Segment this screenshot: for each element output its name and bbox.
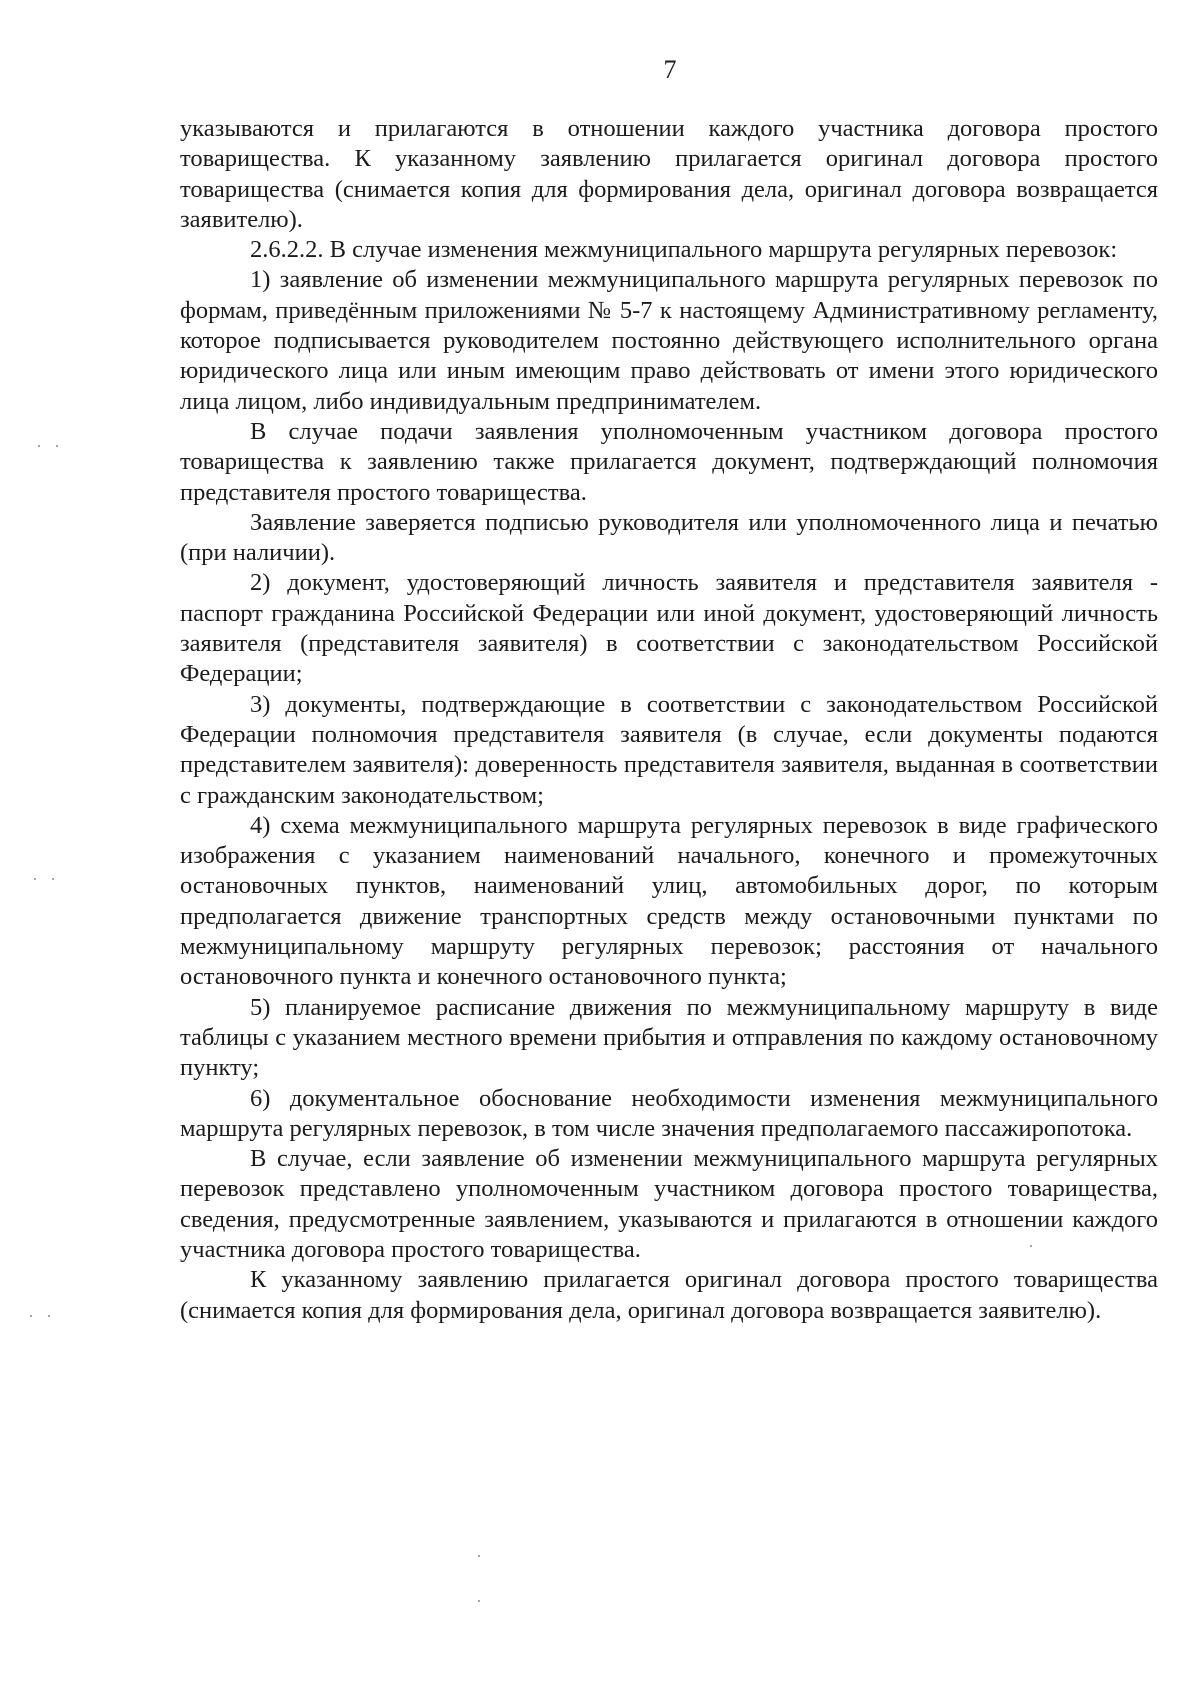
scan-speck: [478, 1555, 480, 1557]
scan-speck: [478, 1600, 480, 1602]
scan-speck: [30, 1315, 32, 1317]
paragraph-12: К указанному заявлению прилагается оригинал договора простого товарищества (снимается копия для формирования дела, оригинал договора возвращается заявителю).: [180, 1266, 1158, 1324]
paragraph-3: 1) заявление об изменении межмуниципального маршрута регулярных перевозок по формам, приведённым приложениями № 5-7 к настоящему Административному регламенту, которое подписывается руководителем постоянно действующего исполнительного органа юридического лица или иным имеющим право действовать от имени этого юридического лица лицом, либо индивидуальным предпринимателем.: [180, 266, 1158, 415]
paragraph-8: 4) схема межмуниципального маршрута регулярных перевозок в виде графического изображения с указанием наименований начального, конечного и промежуточных остановочных пунктов, наименований улиц, автомобильных дорог, по которым предполагается движение транспортных средств между остановочными пунктами по межмуниципальному маршруту регулярных перевозок; расстояния от начального остановочного пункта и конечного остановочного пункта;: [180, 811, 1158, 991]
paragraph-6: 2) документ, удостоверяющий личность заявителя и представителя заявителя - паспорт гражданина Российской Федерации или иной документ, удостоверяющий личность заявителя (представителя заявителя) в соответствии с законодательством Российской Федерации;: [180, 569, 1158, 688]
paragraph-2: 2.6.2.2. В случае изменения межмуниципального маршрута регулярных перевозок:: [250, 236, 1118, 264]
paragraph-11: В случае, если заявление об изменении межмуниципального маршрута регулярных перевозок представлено уполномоченным участником договора простого товарищества, сведения, предусмотренные заявлением, указываются и прилагаются в отношении каждого участника договора простого товарищества.: [180, 1145, 1158, 1263]
paragraph-4: В случае подачи заявления уполномоченным участником договора простого товарищества к заявлению также прилагается документ, подтверждающий полномочия представителя простого товарищества.: [180, 417, 1158, 506]
paragraph-10: 6) документальное обоснование необходимости изменения межмуниципального маршрута регулярных перевозок, в том числе значения предполагаемого пассажиропотока.: [180, 1084, 1158, 1142]
scan-speck: [38, 445, 40, 447]
scan-speck: [48, 1315, 50, 1317]
paragraph-9: 5) планируемое расписание движения по межмуниципальному маршруту в виде таблицы с указанием местного времени прибытия и отправления по каждому остановочному пункту;: [180, 993, 1158, 1082]
document-body: [180, 114, 1158, 1326]
paragraph-5: Заявление заверяется подписью руководителя или уполномоченного лица и печатью (при наличии).: [180, 508, 1158, 567]
paragraph-1: указываются и прилагаются в отношении каждого участника договора простого товарищества. К указанному заявлению прилагается оригинал договора простого товарищества (снимается копия для формирования дела, оригинал договора возвращается заявителю).: [180, 115, 1158, 233]
paragraph-7: 3) документы, подтверждающие в соответствии с законодательством Российской Федерации полномочия представителя заявителя (в случае, если документы подаются представителем заявителя): доверенность представителя заявителя, выданная в соответствии с гражданским законодательством;: [180, 690, 1158, 809]
scan-speck: [1030, 1245, 1032, 1247]
page-number: 7: [663, 55, 677, 84]
scan-speck: [56, 445, 58, 447]
scan-speck: [34, 878, 36, 880]
scan-speck: [52, 878, 54, 880]
